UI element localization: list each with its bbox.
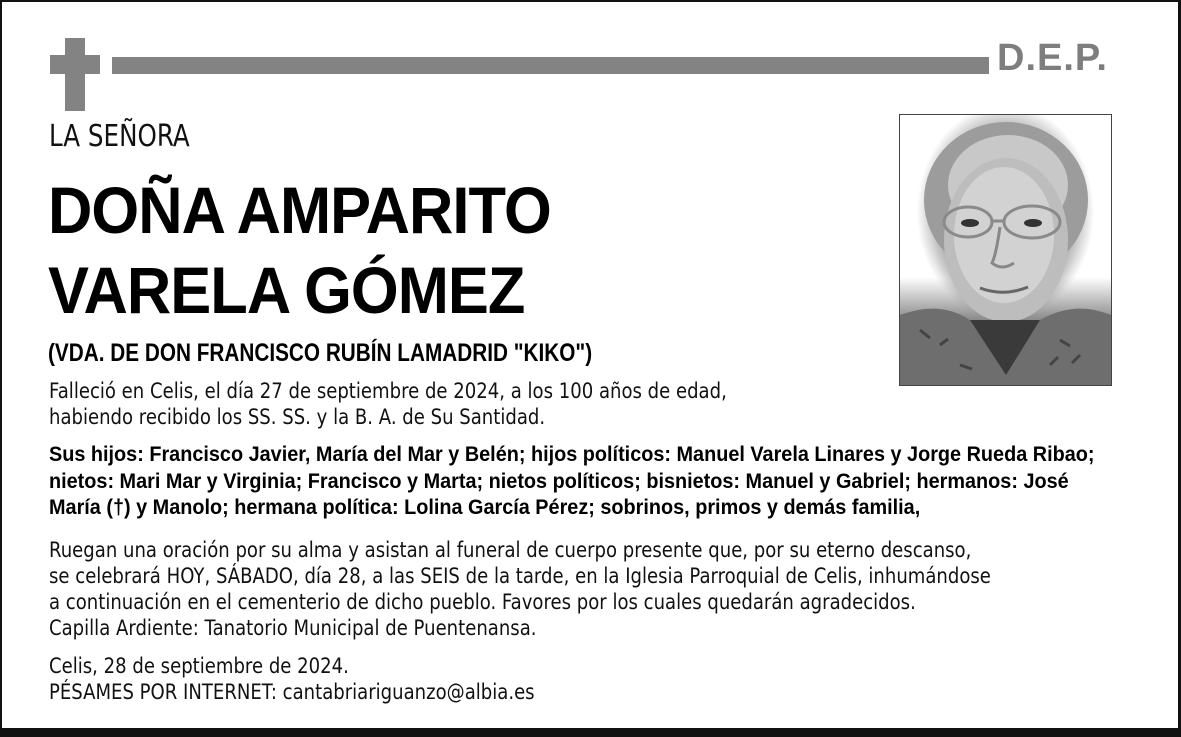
portrait-photo <box>899 114 1112 386</box>
death-info <box>49 378 727 430</box>
name-line-1: DOÑA AMPARITO <box>48 173 551 247</box>
funeral-line: a continuación en el cementerio de dicho pueblo. Favores por los cuales quedarán agradecidos. <box>49 590 916 614</box>
name-line-2: VARELA GÓMEZ <box>48 253 525 327</box>
place-date: Celis, 28 de septiembre de 2024. <box>49 654 349 678</box>
deceased-name <box>48 170 551 330</box>
cross-horizontal-bar <box>50 55 100 74</box>
funeral-line: se celebrará HOY, SÁBADO, día 28, a las SEIS de la tarde, en la Iglesia Parroquial de Celis, inhumándose <box>49 564 991 588</box>
family-list <box>49 442 1095 522</box>
portrait-illustration <box>900 115 1111 385</box>
cross-vertical-bar <box>65 38 85 111</box>
honorific-title: LA SEÑORA <box>49 119 190 154</box>
funeral-line: Capilla Ardiente: Tanatorio Municipal de Puentenansa. <box>49 616 537 640</box>
family-line: nietos: Mari Mar y Virginia; Francisco y Marta; nietos políticos; bisnietos: Manuel y Gabriel; hermanos: José <box>49 469 1069 493</box>
widow-of: (VDA. DE DON FRANCISCO RUBÍN LAMADRID "KIKO") <box>48 339 593 367</box>
death-info-line: habiendo recibido los SS. SS. y la B. A. de Su Santidad. <box>49 405 546 429</box>
family-line: María (†) y Manolo; hermana política: Lolina García Pérez; sobrinos, primos y demás familia, <box>49 496 921 519</box>
header-rule <box>112 57 989 74</box>
funeral-info <box>49 537 991 641</box>
closing-info <box>49 653 535 705</box>
condolences-email: PÉSAMES POR INTERNET: cantabriariguanzo@albia.es <box>49 680 535 704</box>
funeral-line: Ruegan una oración por su alma y asistan al funeral de cuerpo presente que, por su eterno descanso, <box>49 538 972 562</box>
dep-label: D.E.P. <box>997 37 1108 79</box>
family-line: Sus hijos: Francisco Javier, María del Mar y Belén; hijos políticos: Manuel Varela Linares y Jorge Rueda Ribao; <box>49 443 1095 466</box>
death-info-line: Falleció en Celis, el día 27 de septiembre de 2024, a los 100 años de edad, <box>49 379 727 403</box>
